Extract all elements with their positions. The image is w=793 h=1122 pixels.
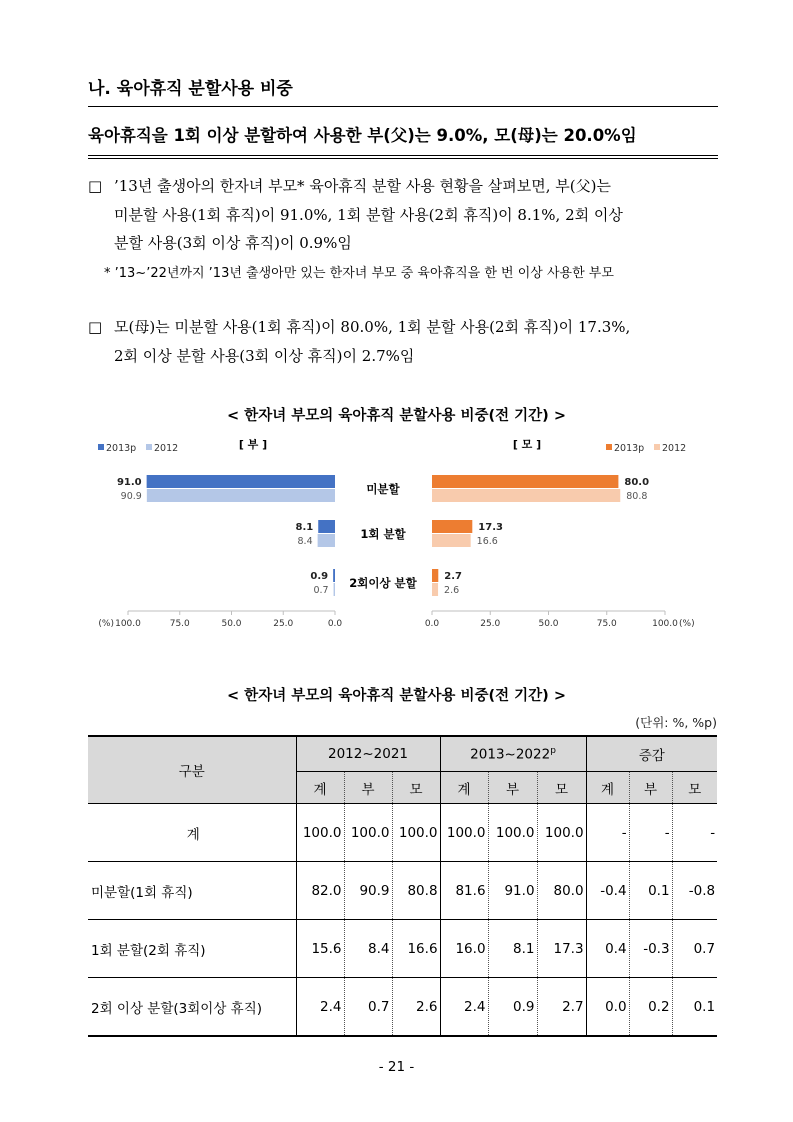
table-cell: -0.8 (672, 862, 717, 920)
legend-swatch (606, 444, 612, 450)
x-tick-label-mother: 25.0 (480, 619, 501, 629)
table-cell: 8.1 (488, 920, 537, 978)
legend-label: 2013p (106, 443, 137, 454)
data-label-mother: 2.7 (444, 571, 463, 582)
bar-father-2013p (333, 569, 335, 582)
row-label: 1회 분할(2회 휴직) (88, 920, 296, 978)
legend-label: 2012 (662, 443, 687, 454)
table-cell: 17.3 (537, 920, 586, 978)
data-label-father: 90.9 (120, 491, 142, 502)
para1-line1: ’13년 출생아의 한자녀 부모* 육아휴직 분할 사용 현황을 살펴보면, 부(父)는 (114, 177, 611, 195)
table-cell: 80.8 (392, 862, 440, 920)
table-cell: 0.0 (586, 978, 629, 1037)
table-cell: 16.6 (392, 920, 440, 978)
bar-mother-2013p (432, 569, 438, 582)
bar-father-2013p (147, 475, 335, 488)
table-cell: 0.2 (629, 978, 672, 1037)
para1-line3: 분할 사용(3회 이상 휴직)이 0.9%임 (114, 234, 352, 252)
paragraph-father (88, 172, 720, 258)
legend-label: 2013p (614, 443, 645, 454)
table-cell: 2.7 (537, 978, 586, 1037)
unit-label-father: (%) (98, 619, 114, 629)
bar-mother-2012 (432, 583, 438, 596)
footnote: * ’13~’22년까지 ’13년 출생아만 있는 한자녀 부모 중 육아휴직을 한 번 이상 사용한 부모 (104, 266, 614, 281)
table-cell: - (586, 804, 629, 862)
table-row (88, 920, 717, 978)
table-cell: 2.4 (296, 978, 344, 1037)
data-label-father: 8.1 (295, 522, 314, 533)
row-label: 미분할(1회 휴직) (88, 862, 296, 920)
headline: 육아휴직을 1회 이상 분할하여 사용한 부(父)는 9.0%, 모(母)는 20.0%임 (88, 126, 637, 145)
panel-title-father: [ 부 ] (238, 438, 268, 451)
section-title: 나. 육아휴직 분할사용 비중 (88, 79, 293, 99)
headline-top-rule (88, 106, 718, 107)
data-label-father: 8.4 (297, 536, 313, 547)
bar-mother-2012 (432, 534, 471, 547)
table-cell: 0.7 (344, 978, 392, 1037)
table-cell: 0.1 (672, 978, 717, 1037)
table-cell: 100.0 (296, 804, 344, 862)
x-tick-label-father: 75.0 (169, 619, 190, 629)
subheader-5: 모 (537, 772, 586, 804)
table-cell: 80.0 (537, 862, 586, 920)
table-cell: - (672, 804, 717, 862)
table-cell: 100.0 (344, 804, 392, 862)
table-cell: 16.0 (440, 920, 488, 978)
headline-bottom-rule (88, 155, 718, 156)
row-label: 계 (88, 804, 296, 862)
legend-swatch (654, 444, 660, 450)
group-header-2013 (440, 736, 586, 772)
subheader-6: 계 (586, 772, 629, 804)
group-header-change: 증감 (586, 736, 717, 772)
legend-swatch (146, 444, 152, 450)
subheader-4: 부 (488, 772, 537, 804)
table-cell: 100.0 (537, 804, 586, 862)
table-cell: 100.0 (488, 804, 537, 862)
subheader-2: 모 (392, 772, 440, 804)
subheader-8: 모 (672, 772, 717, 804)
para2-line2: 2회 이상 분할 사용(3회 이상 휴직)이 2.7%임 (114, 346, 415, 365)
x-tick-label-mother: 100.0 (652, 619, 678, 629)
table-cell: -0.3 (629, 920, 672, 978)
x-tick-label-mother: 0.0 (424, 619, 440, 629)
legend-swatch (98, 444, 104, 450)
data-label-father: 0.9 (310, 571, 329, 582)
bar-mother-2013p (432, 520, 472, 533)
x-tick-label-father: 0.0 (327, 619, 343, 629)
table-title: < 한자녀 부모의 육아휴직 분할사용 비중(전 기간) > (226, 688, 567, 704)
data-label-father: 0.7 (313, 585, 329, 596)
table-row (88, 862, 717, 920)
bar-father-2012 (318, 534, 335, 547)
bullet-box: □ (88, 318, 103, 336)
table-cell: 0.9 (488, 978, 537, 1037)
bar-mother-2012 (432, 489, 620, 502)
table-cell: 81.6 (440, 862, 488, 920)
row-label: 2회 이상 분할(3회이상 휴직) (88, 978, 296, 1037)
table-cell: 0.7 (672, 920, 717, 978)
table-cell: - (629, 804, 672, 862)
x-tick-label-mother: 75.0 (596, 619, 617, 629)
bar-father-2012 (334, 583, 335, 596)
x-tick-label-father: 25.0 (273, 619, 294, 629)
para1-line2: 미분할 사용(1회 휴직)이 91.0%, 1회 분할 사용(2회 휴직)이 8.1%, 2회 이상 (114, 205, 623, 224)
x-tick-label-father: 100.0 (115, 619, 141, 629)
group-header-2013-sup: p (550, 745, 556, 756)
subheader-7: 부 (629, 772, 672, 804)
table-cell: 2.6 (392, 978, 440, 1037)
bar-father-2012 (147, 489, 335, 502)
para2-line1: 모(母)는 미분할 사용(1회 휴직)이 80.0%, 1회 분할 사용(2회 휴직)이 17.3%, (114, 318, 631, 336)
data-label-mother: 2.6 (444, 585, 460, 596)
table-unit: (단위: %, %p) (635, 715, 717, 730)
chart-title: < 한자녀 부모의 육아휴직 분할사용 비중(전 기간) > (226, 408, 567, 424)
table-cell: 0.1 (629, 862, 672, 920)
group-header-2012: 2012~2021 (296, 736, 440, 772)
table-cell: 8.4 (344, 920, 392, 978)
panel-title-mother: [ 모 ] (512, 438, 542, 451)
table-cell: -0.4 (586, 862, 629, 920)
page-number: - 21 - (378, 1059, 415, 1075)
table-cell: 100.0 (440, 804, 488, 862)
data-label-father: 91.0 (116, 477, 142, 488)
butterfly-bar-chart (0, 430, 793, 640)
x-tick-label-father: 50.0 (221, 619, 242, 629)
bar-mother-2013p (432, 475, 618, 488)
subheader-0: 계 (296, 772, 344, 804)
x-tick-label-mother: 50.0 (538, 619, 559, 629)
table-row (88, 978, 717, 1037)
subheader-3: 계 (440, 772, 488, 804)
table-cell: 91.0 (488, 862, 537, 920)
paragraph-mother (88, 313, 720, 370)
bar-father-2013p (318, 520, 335, 533)
category-label: 미분할 (366, 482, 400, 496)
data-label-mother: 17.3 (478, 522, 503, 533)
unit-label-mother: (%) (679, 619, 695, 629)
data-table (88, 735, 717, 1037)
table-cell: 82.0 (296, 862, 344, 920)
table-cell: 2.4 (440, 978, 488, 1037)
data-label-mother: 16.6 (476, 536, 498, 547)
table-cell: 90.9 (344, 862, 392, 920)
category-label: 2회이상 분할 (349, 576, 417, 590)
table-cell: 0.4 (586, 920, 629, 978)
headline-bottom-rule-2 (88, 158, 718, 159)
table-cell: 15.6 (296, 920, 344, 978)
legend-label: 2012 (154, 443, 179, 454)
category-label: 1회 분할 (360, 527, 406, 541)
table-row (88, 804, 717, 862)
corner-header: 구분 (88, 736, 296, 804)
table-cell: 100.0 (392, 804, 440, 862)
subheader-1: 부 (344, 772, 392, 804)
data-label-mother: 80.8 (626, 491, 648, 502)
bullet-box: □ (88, 177, 103, 195)
data-label-mother: 80.0 (624, 477, 650, 488)
group-header-2013-text: 2013~2022 (470, 746, 551, 763)
